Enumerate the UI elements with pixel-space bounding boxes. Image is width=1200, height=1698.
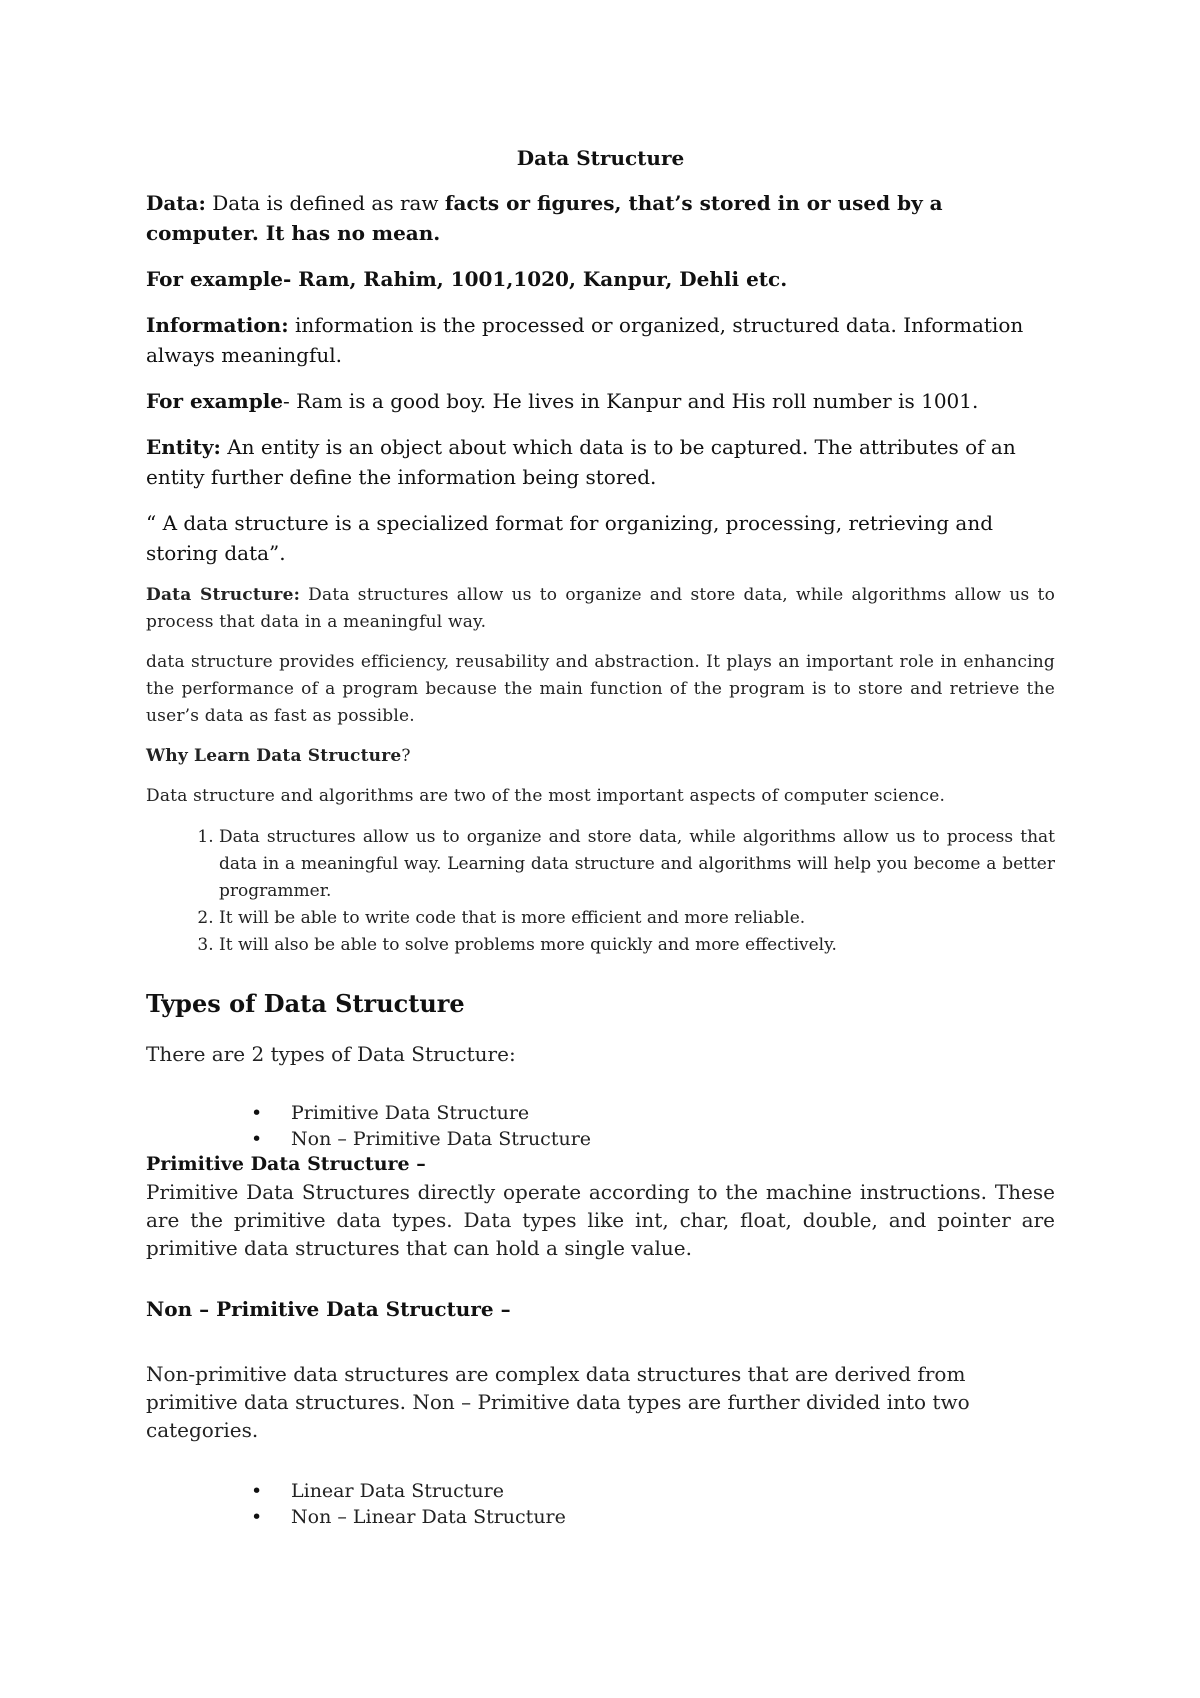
why-label: Why Learn Data Structure <box>146 746 402 766</box>
information-definition <box>146 310 1055 370</box>
types-heading: Types of Data Structure <box>146 989 465 1018</box>
why-list <box>146 824 1055 959</box>
data-bold-text: facts or figures, that’s stored in or used by a computer. It has no mean. <box>146 191 943 245</box>
entity-label: Entity: <box>146 435 221 459</box>
nonprimitive-heading-text: Non – Primitive Data Structure – <box>146 1297 511 1321</box>
why-suffix: ? <box>401 746 411 766</box>
information-text: information is the processed or organized, structured data. Information always meaningful. <box>146 313 1024 367</box>
list-item: • Non – Linear Data Structure <box>251 1504 1055 1530</box>
entity-definition <box>146 432 1055 492</box>
nonprimitive-text: Non-primitive data structures are complex data structures that are derived from primitive data structures. Non – Primitive data types are further divided into two categories. <box>146 1362 970 1442</box>
ds-label: Data Structure: <box>146 585 301 605</box>
data-structure-role: data structure provides efficiency, reusability and abstraction. It plays an important role in enhancing the performance of a program because the main function of the program is to store and retrieve the user’s data as fast as possible. <box>146 652 1055 726</box>
data-structure-definition <box>146 582 1055 636</box>
quote: “ A data structure is a specialized format for organizing, processing, retrieving and storing data”. <box>146 511 994 565</box>
example-1-text: For example- Ram, Rahim, 1001,1020, Kanpur, Dehli etc. <box>146 267 788 291</box>
page-title: Data Structure <box>516 146 685 170</box>
example-1 <box>146 264 1055 294</box>
ds-text: Data structures allow us to organize and store data, while algorithms allow us to process that data in a meaningful way. <box>146 585 1055 632</box>
list-item: 3. It will also be able to solve problems more quickly and more effectively. <box>219 932 1055 959</box>
nonprimitive-list <box>146 1478 1055 1530</box>
primitive-text: Primitive Data Structures directly operate according to the machine instructions. These are the primitive data types. Data types like int, char, float, double, and pointer are primitive data structures that can hold a single value. <box>146 1180 1055 1260</box>
information-label: Information: <box>146 313 289 337</box>
example-2 <box>146 386 1055 416</box>
types-list <box>146 1100 1055 1152</box>
example-2-text: - Ram is a good boy. He lives in Kanpur and His roll number is 1001. <box>283 389 979 413</box>
list-item: • Primitive Data Structure <box>251 1100 1055 1126</box>
list-item: • Non – Primitive Data Structure <box>251 1126 1055 1152</box>
primitive-heading-text: Primitive Data Structure – <box>146 1153 426 1175</box>
entity-text: An entity is an object about which data is to be captured. The attributes of an entity further define the information being stored. <box>146 435 1016 489</box>
list-item: 1. Data structures allow us to organize and store data, while algorithms allow us to process that data in a meaningful way. Learning data structure and algorithms will help you become a better programmer. <box>219 824 1055 905</box>
list-item: • Linear Data Structure <box>251 1478 1055 1504</box>
data-definition <box>146 188 1055 248</box>
primitive-heading <box>146 1152 1055 1176</box>
data-label: Data: <box>146 191 206 215</box>
nonprimitive-heading <box>146 1295 1055 1323</box>
why-intro: Data structure and algorithms are two of the most important aspects of computer science. <box>146 786 946 806</box>
data-text: Data is defined as raw <box>205 191 445 215</box>
example-2-label: For example <box>146 389 284 413</box>
types-intro: There are 2 types of Data Structure: <box>146 1042 516 1066</box>
list-item: 2. It will be able to write code that is more efficient and more reliable. <box>219 905 1055 932</box>
why-heading <box>146 743 1055 770</box>
